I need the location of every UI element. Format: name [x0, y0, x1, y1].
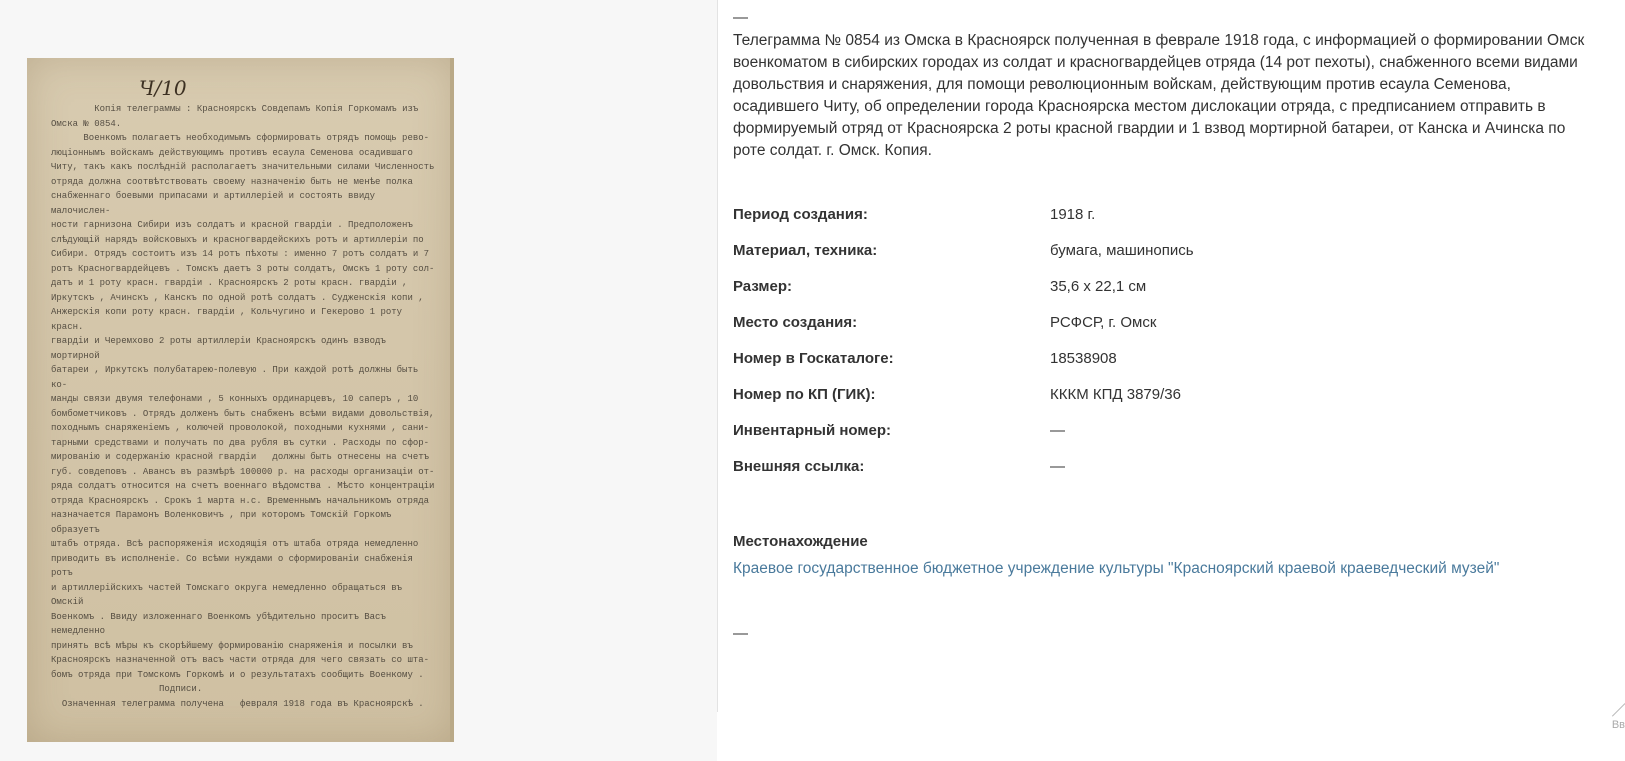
image-viewer: [0, 0, 717, 761]
property-label: Инвентарный номер:: [733, 422, 891, 439]
property-label: Номер по КП (ГИК):: [733, 386, 876, 403]
property-row-size: [733, 278, 1625, 314]
property-value: 1918 г.: [1050, 206, 1096, 223]
property-row-kp: [733, 386, 1625, 422]
item-info-panel: [733, 0, 1625, 761]
property-row-place: [733, 314, 1625, 350]
property-label: Внешняя ссылка:: [733, 458, 865, 475]
property-label: Размер:: [733, 278, 793, 295]
property-value: 18538908: [1050, 350, 1117, 367]
property-value: РСФСР, г. Омск: [1050, 314, 1157, 331]
property-row-period: [733, 206, 1625, 242]
properties-table: [733, 206, 1625, 494]
property-row-external-link: [733, 458, 1625, 494]
item-description: [733, 30, 1625, 162]
property-value: 35,6 x 22,1 см: [1050, 278, 1147, 295]
property-label: Период создания:: [733, 206, 868, 223]
corner-watermark: [1605, 703, 1625, 733]
museum-link[interactable]: Краевое государственное бюджетное учреждение культуры "Красноярский краевой краеведческий музей": [733, 560, 1500, 577]
description-line: формируемый отряд от Красноярска 2 роты красной гвардии и 1 взвод мортирной батареи, от Канска и Ачинска по: [733, 120, 1566, 137]
property-row-material: [733, 242, 1625, 278]
location-heading: Местонахождение: [733, 533, 868, 550]
paper-edge: [450, 58, 454, 742]
document-photo[interactable]: [27, 58, 454, 742]
panel-divider: [717, 0, 718, 712]
corner-line: [1612, 703, 1625, 716]
property-row-inventory: [733, 422, 1625, 458]
property-value: —: [1050, 458, 1065, 475]
handwritten-mark: Ч/10: [139, 76, 187, 100]
top-dash: —: [733, 9, 748, 26]
description-line: военкоматом в сибирских городах из солдат и красногвардейцев отряда (14 рот пехоты), снабженного всеми видами: [733, 54, 1578, 71]
bottom-dash: —: [733, 625, 748, 642]
property-value: бумага, машинопись: [1050, 242, 1194, 259]
corner-text: Вв: [1611, 719, 1625, 731]
typed-telegram-text: Копія телеграммы : Красноярскъ Совдепамъ Копія Горкомамъ изъ Омска № 0854. Военкомъ полагаетъ необходимымъ сформировать отрядъ помощь рево- люціоннымъ войскамъ действующимъ противъ есаула Семенова осадившаго Читу, такъ какъ послѣдній располагаетъ значительными силами Численность отряда должна соотвѣтствовать своему назначенію быть не менѣе полка снабженнаго боевыми припасами и артиллеріей и состоять ввиду малочислен- ности гарнизона Сибири изъ солдатъ и красной гвардіи . Предположенъ слѣдующій нарядъ войсковыхъ и красногвардейскихъ ротъ и артиллеріи по Сибири. Отрядъ состоитъ изъ 14 ротъ пѣхоты : именно 7 ротъ солдатъ и 7 ротъ Красногвардейцевъ . Томскъ даетъ 3 роты солдатъ, Омскъ 1 роту сол- датъ и 1 роту красн. гвардіи . Красноярскъ 2 роты красн. гвардіи , Иркутскъ , Ачинскъ , Канскъ по одной ротѣ солдатъ . Судженскія копи , Анжерскія копи роту красн. гвардіи , Кольчугино и Гекерово 1 роту красн. гвардіи и Черемхово 2 роты артиллеріи Красноярскъ одинъ взводъ мортирной батареи , Иркутскъ полубатарею-полевую . При каждой ротѣ должны быть ко- манды связи двумя телефонами , 5 конныхъ ординарцевъ, 10 саперъ , 10 бомбометчиковъ . Отрядъ долженъ быть снабженъ всѣми видами довольствія, походнымъ снаряженіемъ , колючей проволокой, походными кухнями , сани- тарными средствами и получать по два рубля въ сутки . Расходы по сфор- мированію и содержанію красной гвардіи должны быть отнесены на счетъ губ. совдеповъ . Авансъ въ размѣрѣ 100000 р. на расходы организаціи от- ряда солдатъ относится на счетъ военнаго вѣдомства . Мѣсто концентраціи отряда Красноярскъ . Срокъ 1 марта н.с. Временнымъ начальникомъ отряда назначается Парамонъ Воленковичъ , при которомъ Томскій Горкомъ образуетъ штабъ отряда. Всѣ распоряженія исходящія отъ штаба отряда немедленно приводить въ исполненіе. Со всѣми нуждами о сформированіи снабженія ротъ и артиллерійскихъ частей Томскаго округа немедленно обращаться въ Омскій Военкомъ . Ввиду изложеннаго Военкомъ убѣдительно проситъ Васъ немедленно принять всѣ мѣры къ скорѣйшему формированію снаряженія и посылки въ Красноярскъ назначенной отъ васъ части отряда для чего связать со шта- бомъ отряда при Томскомъ Горкомѣ и о результатахъ сообщить Военкому . Подписи. Означенная телеграмма получена февраля 1918 года въ Красноярскѣ .: [51, 104, 435, 709]
description-line: роте солдат. г. Омск. Копия.: [733, 142, 932, 159]
description-line: довольствия и снаряжения, для помощи революционным войскам, действующим против есаула Семенова,: [733, 76, 1511, 93]
property-label: Место создания:: [733, 314, 858, 331]
property-row-goskatalog: [733, 350, 1625, 386]
property-value: —: [1050, 422, 1065, 439]
description-line: Телеграмма № 0854 из Омска в Красноярск полученная в феврале 1918 года, с информацией о формировании Омск: [733, 32, 1585, 49]
description-line: осадившего Читу, об определении города Красноярска местом дислокации отряда, с предписанием отправить в: [733, 98, 1546, 115]
property-value: КККМ КПД 3879/36: [1050, 386, 1181, 403]
property-label: Материал, техника:: [733, 242, 878, 259]
property-label: Номер в Госкаталоге:: [733, 350, 894, 367]
